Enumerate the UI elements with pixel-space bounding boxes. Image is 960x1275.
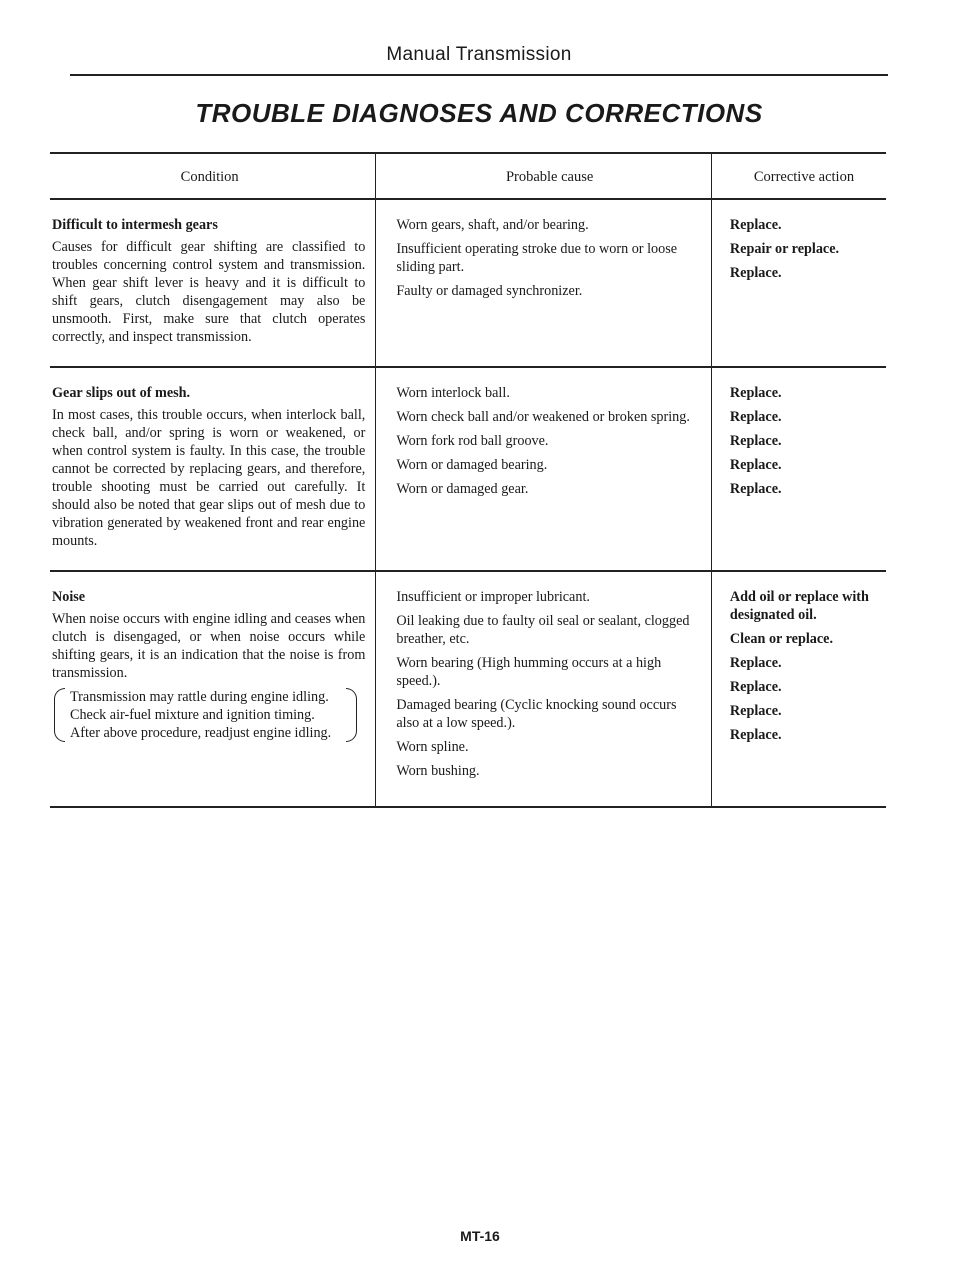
table-row [50,571,886,807]
probable-cause-item: Worn spline. [396,739,469,755]
corrective-action-item: Replace. [729,409,782,425]
corrective-action-item: Replace. [729,457,782,473]
probable-cause-cell [376,367,712,571]
corrective-action-item: Replace. [729,433,782,449]
condition-cell [50,367,376,571]
probable-cause-item: Oil leaking due to faulty oil seal or sealant, clogged breather, etc. [396,613,690,647]
probable-cause-item: Worn check ball and/or weakened or broken spring. [396,409,690,425]
probable-cause-cell [376,571,712,807]
probable-cause-item: Worn fork rod ball groove. [396,433,549,449]
column-header-probable-cause: Probable cause [376,153,712,199]
table-row [50,367,886,571]
probable-cause-item: Insufficient or improper lubricant. [396,589,590,605]
column-header-corrective-action: Corrective action [711,153,886,199]
condition-title: Noise [52,589,86,605]
probable-cause-item: Damaged bearing (Cyclic knocking sound occurs also at a low speed.). [396,697,677,731]
corrective-action-item: Add oil or replace with designated oil. [729,589,869,623]
probable-cause-item: Worn interlock ball. [396,385,510,401]
corrective-action-item: Replace. [729,703,782,719]
condition-description: In most cases, this trouble occurs, when interlock ball, check ball, and/or spring is worn or weakened, or when control system is faulty. In this case, the trouble cannot be corrected by replacing gears, and therefore, trouble shooting must be carried out carefully. It should also be noted that gear slips out of mesh due to vibration generated by weakened front and rear engine mounts. [52,407,366,549]
probable-cause-item: Worn or damaged bearing. [396,457,548,473]
condition-cell [50,571,376,807]
page-number: MT-16 [460,1228,500,1244]
page-title: TROUBLE DIAGNOSES AND CORRECTIONS [195,98,763,128]
corrective-action-cell [711,571,886,807]
probable-cause-item: Worn or damaged gear. [396,481,529,497]
corrective-action-item: Repair or replace. [729,241,840,257]
corrective-action-cell [711,199,886,367]
table-row [50,199,886,367]
condition-cell [50,199,376,367]
corrective-action-cell [711,367,886,571]
probable-cause-cell [376,199,712,367]
corrective-action-item: Replace. [729,265,782,281]
corrective-action-item: Replace. [729,385,782,401]
corrective-action-item: Replace. [729,217,782,233]
condition-description: When noise occurs with engine idling and ceases when clutch is disengaged, or when noise occurs while shifting gears, it is an indication that the noise is from transmission. [52,611,366,681]
condition-description: Causes for difficult gear shifting are classified to troubles concerning control system and transmission. When gear shift lever is heavy and it is difficult to shift gears, clutch disengagement may also be unsmooth. First, make sure that clutch operates correctly, and inspect transmission. [52,239,366,345]
probable-cause-item: Worn bearing (High humming occurs at a high speed.). [396,655,662,689]
condition-title: Gear slips out of mesh. [52,385,191,401]
corrective-action-item: Replace. [729,481,782,497]
note-line: After above procedure, readjust engine idling. [70,725,332,741]
column-header-condition: Condition [180,169,239,185]
probable-cause-item: Worn bushing. [396,763,480,779]
probable-cause-item: Faulty or damaged synchronizer. [396,283,583,299]
condition-note [54,688,357,742]
condition-title: Difficult to intermesh gears [52,217,218,233]
note-line: Transmission may rattle during engine idling. [70,689,329,705]
section-header: Manual Transmission [70,44,888,76]
corrective-action-item: Replace. [729,679,782,695]
corrective-action-item: Replace. [729,655,782,671]
trouble-diagnosis-table [50,152,886,808]
table-header-row [50,153,886,199]
corrective-action-item: Clean or replace. [729,631,834,647]
probable-cause-item: Insufficient operating stroke due to worn or loose sliding part. [396,241,678,275]
note-line: Check air-fuel mixture and ignition timing. [70,707,315,723]
table-body [50,199,886,807]
probable-cause-item: Worn gears, shaft, and/or bearing. [396,217,589,233]
corrective-action-item: Replace. [729,727,782,743]
